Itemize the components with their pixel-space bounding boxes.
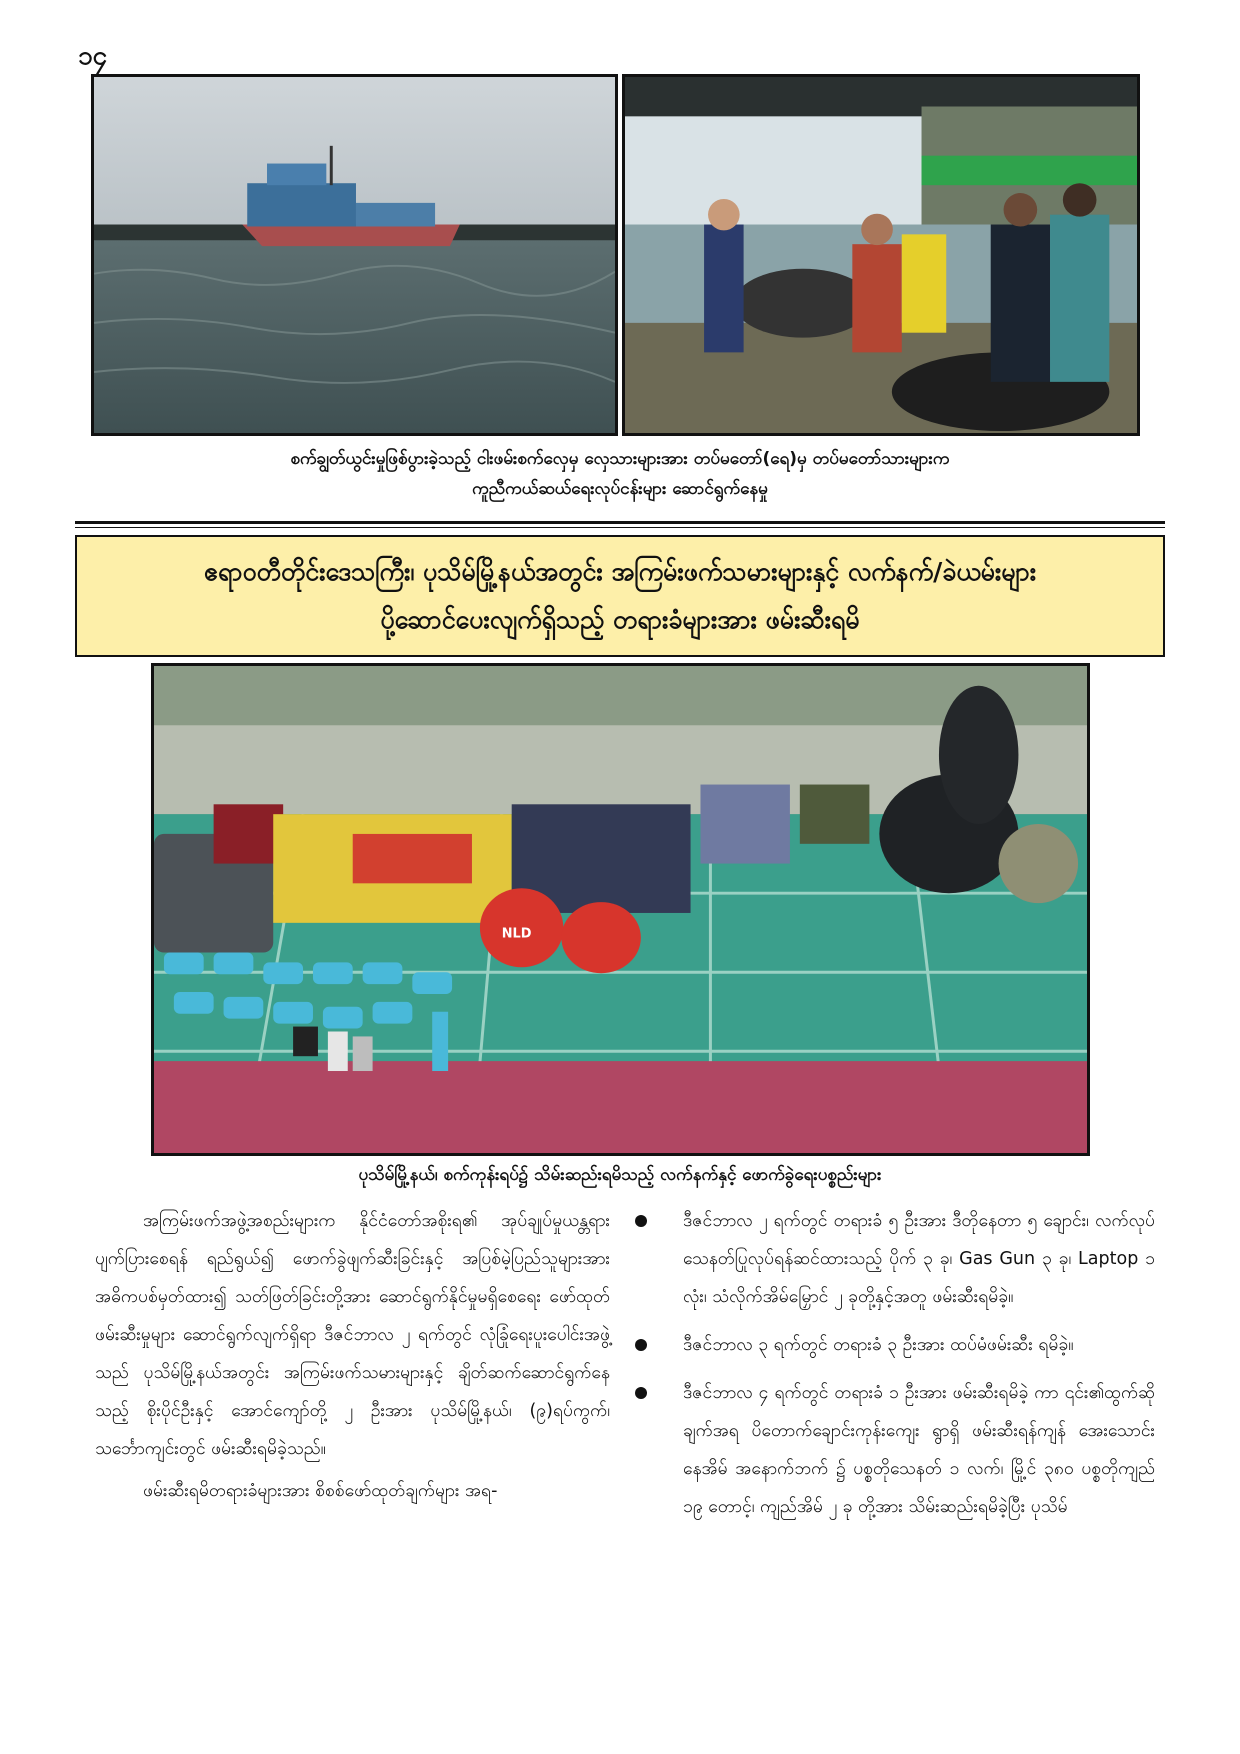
bullet-icon [635,1387,647,1399]
list-item-text: ဒီဇင်ဘာလ ၂ ရက်တွင် တရားခံ ၅ ဦးအား ဒီတိုနေတာ ၅ ချောင်း၊ လက်လုပ်သေနတ်ပြုလုပ်ရန်ဆင်ထားသည့် ပိုက် ၃ ခု၊ Gas Gun ၃ ခု၊ Laptop ၁ လုံး၊ သံလိုက်အိမ်မြှောင် ၂ ခုတို့နှင့်အတူ ဖမ်းဆီးရမိခဲ့။ [683,1211,1155,1307]
seized-items-photo [151,663,1090,1156]
rescue-operation-photo [622,74,1140,436]
divider [75,521,1165,524]
caption-line: ကူညီကယ်ဆယ်ရေးလုပ်ငန်းများ ဆောင်ရွက်နေမှု [472,479,768,499]
findings-list [635,1202,1155,1526]
ship-at-sea-photo [91,74,618,436]
headline-line: ပို့ဆောင်ပေးလျက်ရှိသည့် တရားခံများအား ဖမ်းဆီးရမိ [380,605,860,634]
bullet-icon [635,1215,647,1227]
list-item [635,1326,1155,1364]
list-item-text: ဒီဇင်ဘာလ ၃ ရက်တွင် တရားခံ ၃ ဦးအား ထပ်မံဖမ်းဆီး ရမိခဲ့။ [683,1335,1074,1355]
caption-line: စက်ချွတ်ယွင်းမှုဖြစ်ပွားခဲ့သည့် ငါးဖမ်းစက်လှေမှ လှေသားများအား တပ်မတော်(ရေ)မှ တပ်မတော်သားများက [290,449,950,469]
headline-line: ဧရာဝတီတိုင်းဒေသကြီး၊ ပုသိမ်မြို့နယ်အတွင်း အကြမ်းဖက်သမားများနှင့် လက်နက်/ခဲယမ်းများ [203,557,1037,586]
seized-items-caption: ပုသိမ်မြို့နယ်၊ စက်ကုန်းရပ်၌ သိမ်းဆည်းရမိသည့် လက်နက်နှင့် ဖောက်ခွဲရေးပစ္စည်းများ [358,1165,882,1185]
helmet-label: NLD [501,926,532,942]
divider [75,527,1165,528]
article-paragraph: အကြမ်းဖက်အဖွဲ့အစည်းများက နိုင်ငံတော်အစိုးရ၏ အုပ်ချုပ်မှုယန္တရား ပျက်ပြားစေရန် ရည်ရွယ်၍ ဖောက်ခွဲဖျက်ဆီးခြင်းနှင့် အပြစ်မဲ့ပြည်သူများအား အဓိကပစ်မှတ်ထား၍ သတ်ဖြတ်ခြင်းတို့အား ဆောင်ရွက်နိုင်မှုမရှိစေရေး ဖော်ထုတ် ဖမ်းဆီးမှုများ ဆောင်ရွက်လျက်ရှိရာ ဒီဇင်ဘာလ ၂ ရက်တွင် လုံခြုံရေးပူးပေါင်းအဖွဲ့သည် ပုသိမ်မြို့နယ်အတွင်း အကြမ်းဖက်သမားများနှင့် ချိတ်ဆက်ဆောင်ရွက်နေသည့် စိုးပိုင်ဦးနှင့် အောင်ကျော်တို့ ၂ ဦးအား ပုသိမ်မြို့နယ်၊ (၉)ရပ်ကွက်၊ သင်္ဘောကျင်းတွင် ဖမ်းဆီးရမိခဲ့သည်။ [95,1211,610,1459]
list-item [635,1202,1155,1316]
article-paragraph: ဖမ်းဆီးရမိတရားခံများအား စိစစ်ဖော်ထုတ်ချက်များ အရ- [143,1481,498,1501]
page-number: ၁၄ [78,41,108,71]
article-right-column [635,1202,1155,1536]
article-left-column [95,1202,610,1510]
list-item [635,1374,1155,1526]
top-photos-caption [120,444,1120,504]
bullet-icon [635,1339,647,1351]
headline [75,535,1165,657]
list-item-text: ဒီဇင်ဘာလ ၄ ရက်တွင် တရားခံ ၁ ဦးအား ဖမ်းဆီးရမိခဲ့ ကာ ၎င်း၏ထွက်ဆိုချက်အရ ပိတောက်ချောင်းကုန်းကျေး ရွာရှိ ဖမ်းဆီးရန်ကျန် အေးသောင်း နေအိမ် အနောက်ဘက် ၌ ပစ္စတိုသေနတ် ၁ လက်၊ မြို့င် ၃၈၀ ပစ္စတိုကျည် ၁၉ တောင့်၊ ကျည်အိမ် ၂ ခု တို့အား သိမ်းဆည်းရမိခဲ့ပြီး ပုသိမ် [683,1383,1155,1517]
